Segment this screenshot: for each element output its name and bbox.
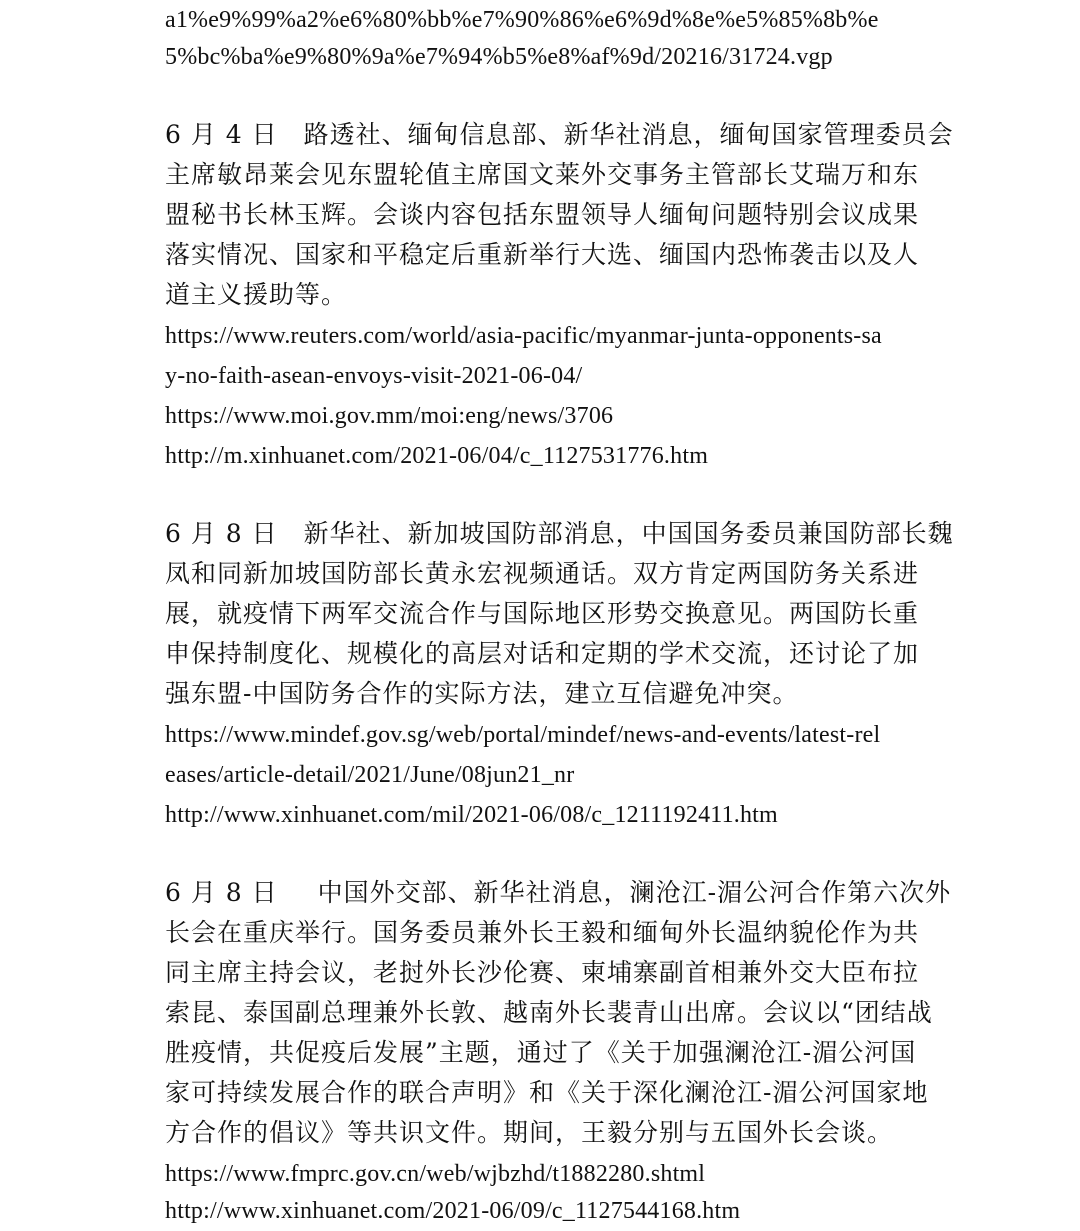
entry-2-text-line-4: 申保持制度化、规模化的高层对话和定期的学术交流，还讨论了加	[165, 639, 920, 668]
entry-1-text-line-1: 路透社、缅甸信息部、新华社消息，缅甸国家管理委员会	[303, 120, 954, 149]
entry-1-url-line-1: https://www.reuters.com/world/asia-pacific/myanmar-junta-opponents-sa	[165, 323, 882, 349]
entry-3-url-line-2: http://www.xinhuanet.com/2021-06/09/c_1127544168.htm	[165, 1198, 741, 1224]
entry-2-url-line-3: http://www.xinhuanet.com/mil/2021-06/08/c_1211192411.htm	[165, 802, 778, 828]
entry-3-text-line-5: 胜疫情，共促疫后发展”主题，通过了《关于加强澜沧江-湄公河国	[165, 1038, 917, 1067]
entry-1-first-line	[165, 115, 954, 155]
entry-3-date: 6 月 8 日	[165, 878, 278, 907]
top-url-line-2: 5%bc%ba%e9%80%9a%e7%94%b5%e8%af%9d/20216/31724.vgp	[165, 44, 833, 70]
entry-2-url-line-2: eases/article-detail/2021/June/08jun21_nr	[165, 762, 575, 788]
entry-2-url-line-1: https://www.mindef.gov.sg/web/portal/mindef/news-and-events/latest-rel	[165, 722, 881, 748]
entry-3-text-line-4: 索昆、泰国副总理兼外长敦、越南外长裴青山出席。会议以“团结战	[165, 998, 933, 1027]
entry-2-text-line-5: 强东盟-中国防务合作的实际方法，建立互信避免冲突。	[165, 679, 799, 708]
entry-3-text-line-6: 家可持续发展合作的联合声明》和《关于深化澜沧江-湄公河国家地	[165, 1078, 929, 1107]
entry-2-first-line	[165, 514, 954, 554]
entry-3-url-line-1: https://www.fmprc.gov.cn/web/wjbzhd/t1882280.shtml	[165, 1161, 706, 1187]
entry-3-text-line-7: 方合作的倡议》等共识文件。期间，王毅分别与五国外长会谈。	[165, 1118, 894, 1147]
top-url-line-1: a1%e9%99%a2%e6%80%bb%e7%90%86%e6%9d%8e%e5%85%8b%e	[165, 7, 879, 33]
entry-2-date: 6 月 8 日	[165, 519, 278, 548]
entry-1-text-line-3: 盟秘书长林玉辉。会谈内容包括东盟领导人缅甸问题特别会议成果	[165, 200, 920, 229]
entry-1-text-line-2: 主席敏昂莱会见东盟轮值主席国文莱外交事务主管部长艾瑞万和东	[165, 160, 920, 189]
entry-3-first-line	[165, 873, 951, 913]
entry-1-text-line-4: 落实情况、国家和平稳定后重新举行大选、缅国内恐怖袭击以及人	[165, 240, 920, 269]
entry-1-url-line-3: https://www.moi.gov.mm/moi:eng/news/3706	[165, 403, 614, 429]
entry-2-text-line-1: 新华社、新加坡国防部消息，中国国务委员兼国防部长魏	[303, 519, 954, 548]
entry-1-url-line-4: http://m.xinhuanet.com/2021-06/04/c_1127531776.htm	[165, 443, 709, 469]
entry-3-text-line-2: 长会在重庆举行。国务委员兼外长王毅和缅甸外长温纳貌伦作为共	[165, 918, 920, 947]
entry-2-text-line-3: 展，就疫情下两军交流合作与国际地区形势交换意见。两国防长重	[165, 599, 920, 628]
entry-2-text-line-2: 凤和同新加坡国防部长黄永宏视频通话。双方肯定两国防务关系进	[165, 559, 920, 588]
entry-1-text-line-5: 道主义援助等。	[165, 280, 348, 309]
entry-1-url-line-2: y-no-faith-asean-envoys-visit-2021-06-04/	[165, 363, 583, 389]
entry-3-text-line-1: 中国外交部、新华社消息，澜沧江-湄公河合作第六次外	[317, 878, 952, 907]
entry-3-text-line-3: 同主席主持会议，老挝外长沙伦赛、柬埔寨副首相兼外交大臣布拉	[165, 958, 920, 987]
entry-1-date: 6 月 4 日	[165, 120, 278, 149]
